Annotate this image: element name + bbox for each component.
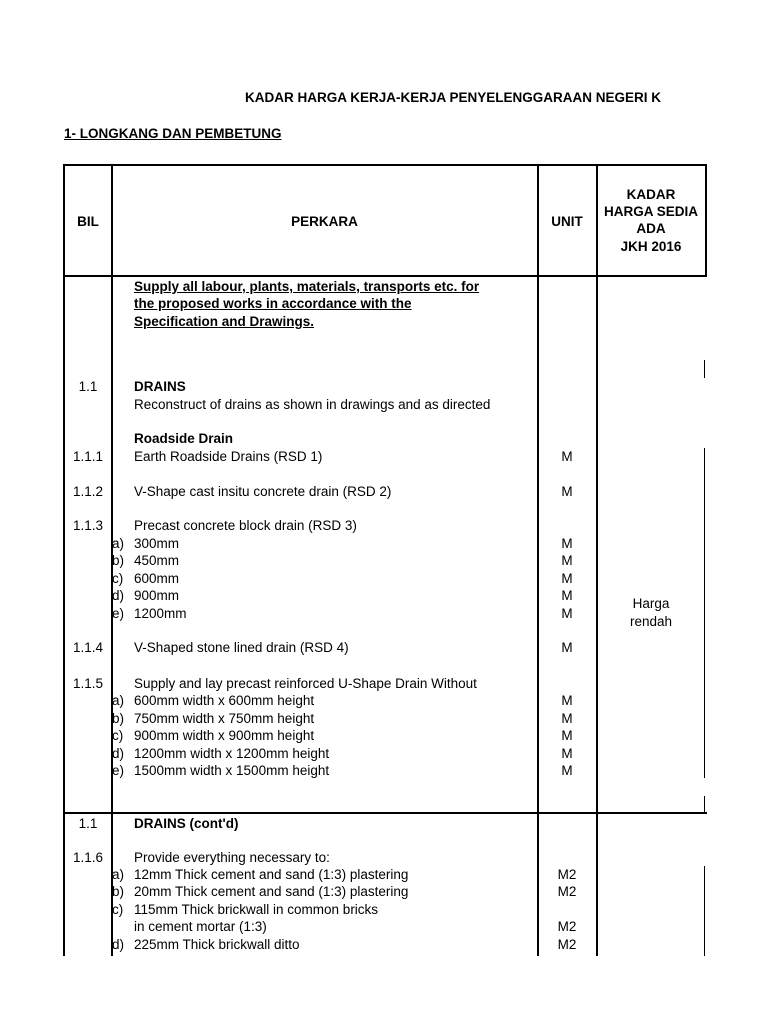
row-unit: M	[561, 606, 573, 621]
row-subitem-letter: d)	[112, 588, 125, 603]
col-border-kadar	[705, 164, 707, 276]
row-description: 20mm Thick cement and sand (1:3) plastering	[134, 884, 409, 899]
header-unit: UNIT	[551, 214, 583, 229]
row-subitem-letter: b)	[112, 553, 125, 568]
row-unit: M2	[557, 884, 577, 899]
col-border-fragment	[704, 866, 705, 956]
row-bil: 1.1.5	[72, 676, 104, 691]
row-bil: 1.1.2	[72, 484, 104, 499]
preamble-line: Specification and Drawings.	[134, 314, 315, 329]
row-bil: 1.1.4	[72, 640, 104, 655]
row-subitem-letter: a)	[112, 693, 125, 708]
row-description: 750mm width x 750mm height	[134, 711, 315, 726]
row-subitem-letter: b)	[112, 711, 125, 726]
row-description: Roadside Drain	[134, 431, 234, 446]
row-description: V-Shape cast insitu concrete drain (RSD 2)	[134, 484, 392, 499]
row-bil: 1.1.1	[72, 449, 104, 464]
row-description: 450mm	[134, 553, 180, 568]
row-description: DRAINS	[134, 379, 186, 394]
col-border-unit	[596, 164, 598, 956]
header-perkara: PERKARA	[291, 214, 358, 229]
table-top-border	[63, 164, 707, 166]
row-description: Reconstruct of drains as shown in drawings and as directed	[134, 397, 491, 412]
section-heading: 1- LONGKANG DAN PEMBETUNG	[64, 126, 282, 141]
row-description: 900mm	[134, 588, 180, 603]
row-unit: M2	[557, 919, 577, 934]
row-description: 600mm	[134, 571, 180, 586]
row-unit: M2	[557, 867, 577, 882]
row-unit: M	[561, 711, 573, 726]
row-bil: 1.1.3	[72, 518, 104, 533]
row-subitem-letter: c)	[112, 728, 124, 743]
row-description: Earth Roadside Drains (RSD 1)	[134, 449, 323, 464]
row-unit: M	[561, 763, 573, 778]
header-kadar-line-2: HARGA SEDIA	[603, 204, 698, 219]
row-description: DRAINS (cont'd)	[134, 816, 239, 831]
rate-note-line-2: rendah	[629, 614, 673, 629]
row-description: Precast concrete block drain (RSD 3)	[134, 518, 357, 533]
row-description: V-Shaped stone lined drain (RSD 4)	[134, 640, 349, 655]
row-description: 1200mm width x 1200mm height	[134, 746, 330, 761]
row-description: Provide everything necessary to:	[134, 850, 330, 865]
col-border-left	[63, 164, 65, 956]
header-kadar-line-4: JKH 2016	[620, 239, 682, 254]
header-kadar-line-1: KADAR	[626, 187, 676, 202]
row-unit: M	[561, 484, 573, 499]
preamble-line: Supply all labour, plants, materials, transports etc. for	[134, 279, 480, 294]
row-subitem-letter: a)	[112, 536, 125, 551]
row-bil: 1.1	[78, 816, 98, 831]
row-bil: 1.1.6	[72, 850, 104, 865]
row-unit: M	[561, 553, 573, 568]
row-subitem-letter: d)	[112, 937, 125, 952]
rate-note-line-1: Harga	[632, 596, 670, 611]
row-subitem-letter: c)	[112, 571, 124, 586]
row-description: 115mm Thick brickwall in common bricks	[134, 902, 379, 917]
row-unit: M	[561, 640, 573, 655]
row-description: 600mm width x 600mm height	[134, 693, 315, 708]
row-subitem-letter: c)	[112, 902, 124, 917]
header-bottom-border	[63, 275, 707, 277]
row-unit: M	[561, 536, 573, 551]
row-unit: M	[561, 728, 573, 743]
header-bil: BIL	[77, 214, 99, 229]
col-border-fragment	[704, 796, 705, 812]
row-description: 300mm	[134, 536, 180, 551]
row-unit: M	[561, 693, 573, 708]
row-unit: M2	[557, 937, 577, 952]
col-border-fragment	[704, 360, 705, 378]
header-kadar-line-3: ADA	[636, 221, 666, 236]
row-description: 1500mm width x 1500mm height	[134, 763, 330, 778]
row-unit: M	[561, 746, 573, 761]
row-description: 12mm Thick cement and sand (1:3) plastering	[134, 867, 409, 882]
row-unit: M	[561, 588, 573, 603]
row-unit: M	[561, 571, 573, 586]
section-divider	[63, 812, 707, 814]
col-border-fragment	[704, 448, 705, 778]
row-description: in cement mortar (1:3)	[134, 919, 267, 934]
row-description: 900mm width x 900mm height	[134, 728, 315, 743]
row-subitem-letter: a)	[112, 867, 125, 882]
row-unit: M	[561, 449, 573, 464]
row-subitem-letter: b)	[112, 884, 125, 899]
row-description: Supply and lay precast reinforced U-Shape Drain Without	[134, 676, 477, 691]
row-description: 1200mm	[134, 606, 187, 621]
row-subitem-letter: e)	[112, 606, 125, 621]
row-subitem-letter: e)	[112, 763, 125, 778]
row-description: 225mm Thick brickwall ditto	[134, 937, 300, 952]
row-subitem-letter: d)	[112, 746, 125, 761]
preamble-line: the proposed works in accordance with the	[134, 296, 412, 311]
document-title: KADAR HARGA KERJA-KERJA PENYELENGGARAAN NEGERI K	[245, 90, 662, 105]
row-bil: 1.1	[78, 379, 98, 394]
